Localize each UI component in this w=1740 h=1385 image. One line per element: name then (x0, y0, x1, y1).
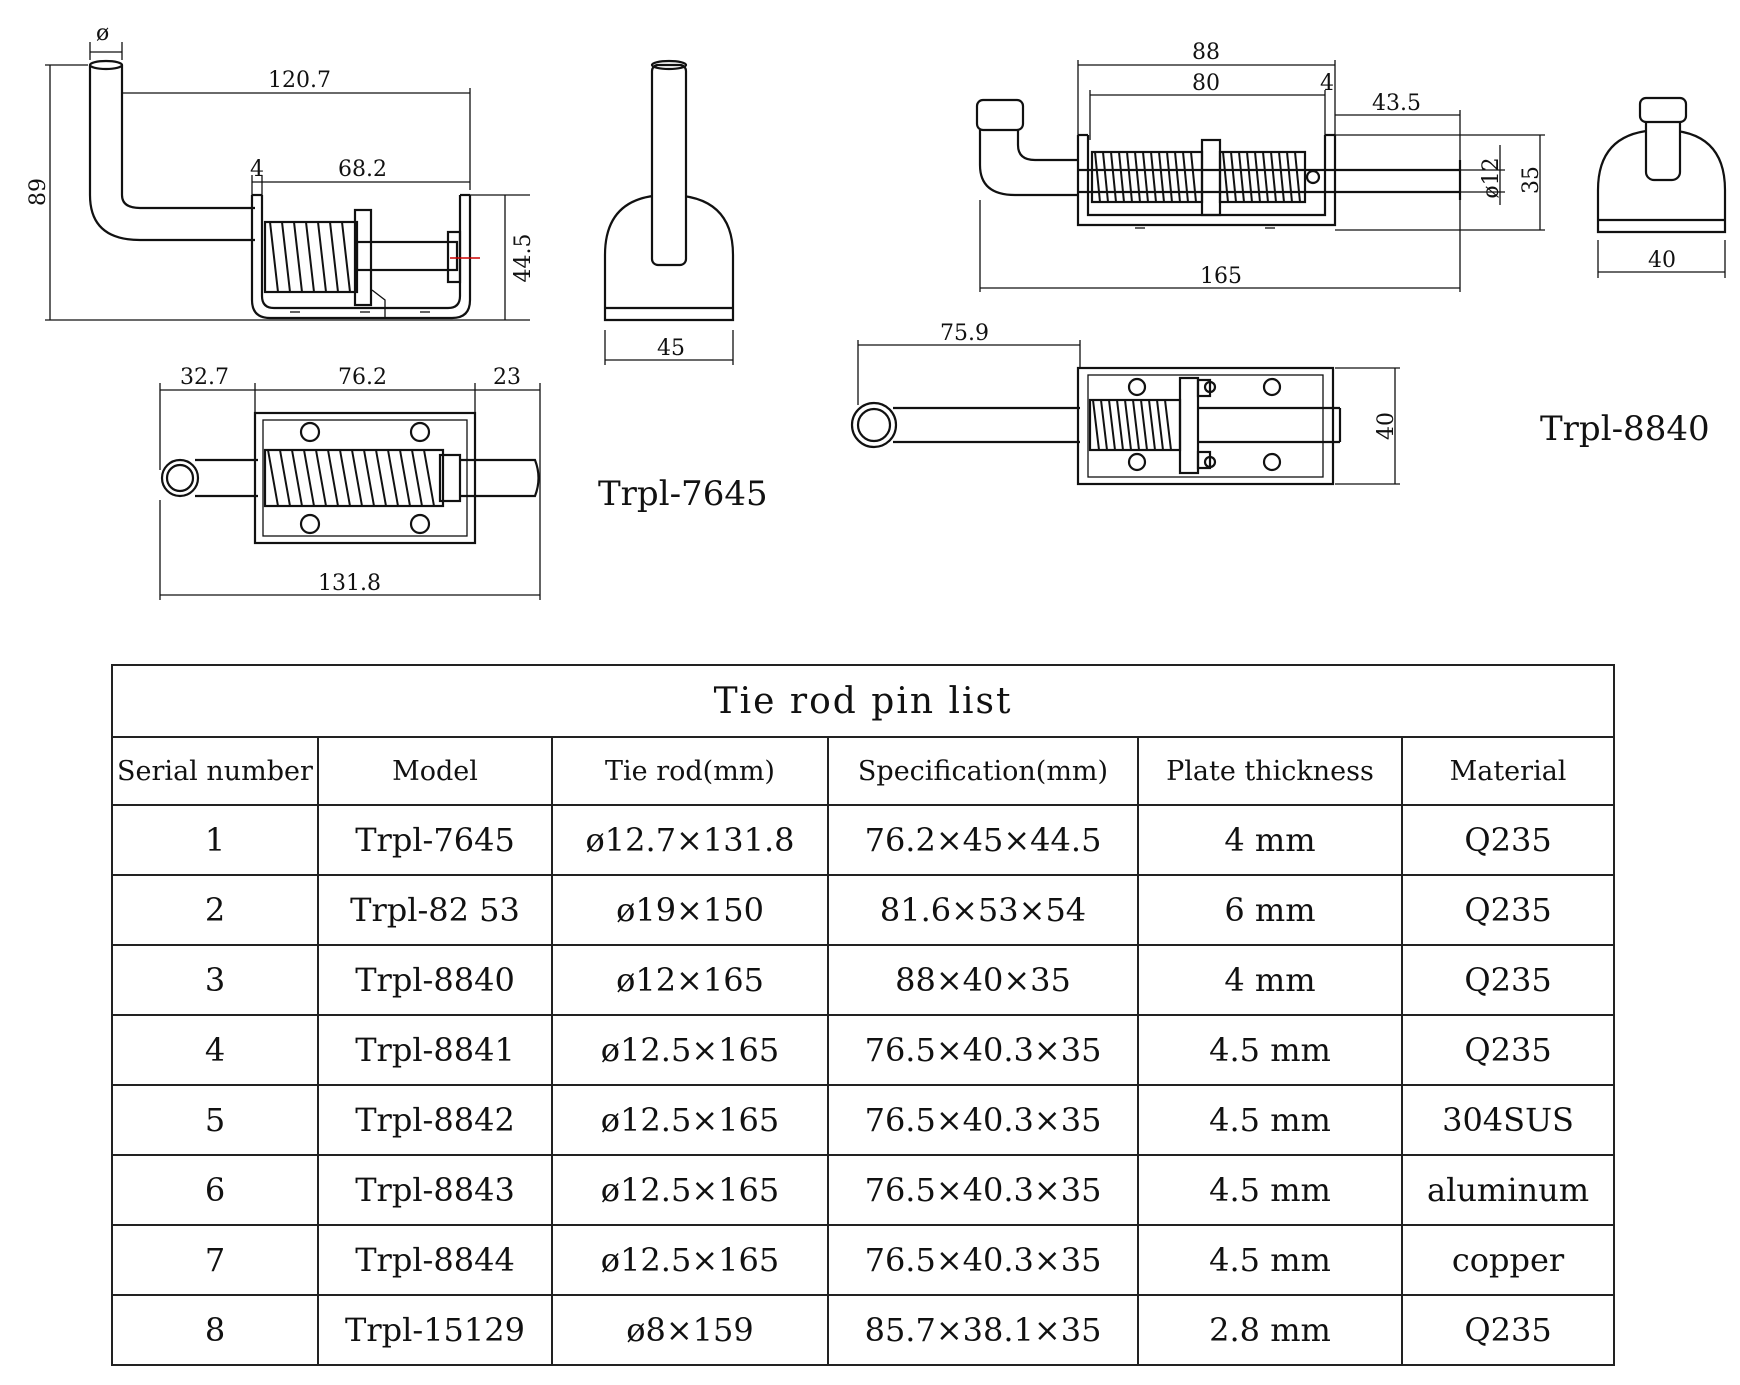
cell-material: copper (1402, 1225, 1614, 1295)
cell-tie-rod: ø12.7×131.8 (552, 805, 828, 875)
cell-plate-thickness: 4.5 mm (1138, 1085, 1402, 1155)
model-a-top-view (160, 365, 540, 600)
cell-material: Q235 (1402, 1295, 1614, 1365)
table-row (112, 1155, 1614, 1225)
dim-a-overall: 131.8 (318, 571, 381, 596)
cell-model: Trpl-8841 (318, 1015, 552, 1085)
dim-a-plate: 4 (250, 157, 264, 182)
dim-b-pin-dia: ø12 (1479, 157, 1504, 199)
table-row (112, 1015, 1614, 1085)
dim-a-top-mid: 76.2 (338, 365, 387, 390)
cell-plate-thickness: 4.5 mm (1138, 1015, 1402, 1085)
model-a-label: Trpl-7645 (598, 474, 768, 514)
dim-b-overall: 165 (1200, 264, 1242, 289)
cell-specification: 76.2×45×44.5 (828, 805, 1138, 875)
dim-b-width: 40 (1648, 248, 1676, 273)
table-row (112, 805, 1614, 875)
table-row (112, 1295, 1614, 1365)
cell-tie-rod: ø12.5×165 (552, 1225, 828, 1295)
cell-model: Trpl-8840 (318, 945, 552, 1015)
table-row (112, 875, 1614, 945)
cell-material: Q235 (1402, 945, 1614, 1015)
cell-model: Trpl-8844 (318, 1225, 552, 1295)
cell-serial: 1 (112, 805, 318, 875)
dim-b-outer: 88 (1192, 40, 1220, 65)
table-row (112, 945, 1614, 1015)
cell-material: 304SUS (1402, 1085, 1614, 1155)
header-material: Material (1402, 737, 1614, 805)
table-row (112, 1225, 1614, 1295)
header-model: Model (318, 737, 552, 805)
cell-plate-thickness: 4.5 mm (1138, 1225, 1402, 1295)
tie-rod-pin-table (111, 664, 1615, 1366)
dim-b-inner: 80 (1192, 71, 1220, 96)
table-title: Tie rod pin list (112, 665, 1614, 737)
cell-specification: 76.5×40.3×35 (828, 1015, 1138, 1085)
table-row (112, 1085, 1614, 1155)
cell-model: Trpl-82 53 (318, 875, 552, 945)
model-b-label: Trpl-8840 (1540, 409, 1710, 449)
cell-serial: 4 (112, 1015, 318, 1085)
cell-tie-rod: ø12.5×165 (552, 1155, 828, 1225)
cell-tie-rod: ø19×150 (552, 875, 828, 945)
dim-a-top-right: 23 (493, 365, 521, 390)
cell-model: Trpl-7645 (318, 805, 552, 875)
cell-tie-rod: ø12.5×165 (552, 1015, 828, 1085)
dim-b-plate: 4 (1320, 71, 1334, 96)
cell-specification: 76.5×40.3×35 (828, 1085, 1138, 1155)
dim-a-length: 120.7 (268, 68, 331, 93)
cell-specification: 81.6×53×54 (828, 875, 1138, 945)
cell-material: Q235 (1402, 1015, 1614, 1085)
model-b-top-view (852, 321, 1400, 484)
header-specification: Specification(mm) (828, 737, 1138, 805)
cell-plate-thickness: 6 mm (1138, 875, 1402, 945)
cell-tie-rod: ø12×165 (552, 945, 828, 1015)
cell-model: Trpl-8843 (318, 1155, 552, 1225)
cell-specification: 76.5×40.3×35 (828, 1225, 1138, 1295)
cell-tie-rod: ø8×159 (552, 1295, 828, 1365)
model-a-side-view (26, 21, 536, 320)
cell-model: Trpl-8842 (318, 1085, 552, 1155)
header-tie-rod: Tie rod(mm) (552, 737, 828, 805)
cell-material: Q235 (1402, 875, 1614, 945)
dim-a-dia: ø (96, 21, 110, 46)
cell-serial: 6 (112, 1155, 318, 1225)
cell-serial: 2 (112, 875, 318, 945)
cell-specification: 88×40×35 (828, 945, 1138, 1015)
cell-material: aluminum (1402, 1155, 1614, 1225)
cell-specification: 76.5×40.3×35 (828, 1155, 1138, 1225)
cell-serial: 3 (112, 945, 318, 1015)
header-plate-thickness: Plate thickness (1138, 737, 1402, 805)
model-a-end-view (605, 61, 733, 365)
dim-b-handle: 75.9 (940, 321, 989, 346)
cell-specification: 85.7×38.1×35 (828, 1295, 1138, 1365)
dim-a-top-left: 32.7 (180, 365, 229, 390)
dim-b-pin-ext: 43.5 (1372, 91, 1421, 116)
cell-plate-thickness: 2.8 mm (1138, 1295, 1402, 1365)
cell-model: Trpl-15129 (318, 1295, 552, 1365)
dim-b-depth: 40 (1374, 412, 1399, 440)
cell-tie-rod: ø12.5×165 (552, 1085, 828, 1155)
technical-drawing (0, 0, 1740, 650)
table-header-row (112, 737, 1614, 805)
dim-a-width: 45 (657, 336, 685, 361)
model-b-side-view (977, 40, 1545, 292)
cell-serial: 7 (112, 1225, 318, 1295)
dim-a-height: 89 (26, 178, 51, 206)
cell-serial: 8 (112, 1295, 318, 1365)
cell-plate-thickness: 4 mm (1138, 805, 1402, 875)
dim-a-side: 44.5 (511, 233, 536, 283)
cell-serial: 5 (112, 1085, 318, 1155)
dim-a-body: 68.2 (338, 157, 387, 182)
model-b-end-view (1598, 98, 1725, 278)
cell-plate-thickness: 4.5 mm (1138, 1155, 1402, 1225)
dim-b-height: 35 (1519, 166, 1544, 194)
header-serial-number: Serial number (112, 737, 318, 805)
cell-material: Q235 (1402, 805, 1614, 875)
cell-plate-thickness: 4 mm (1138, 945, 1402, 1015)
